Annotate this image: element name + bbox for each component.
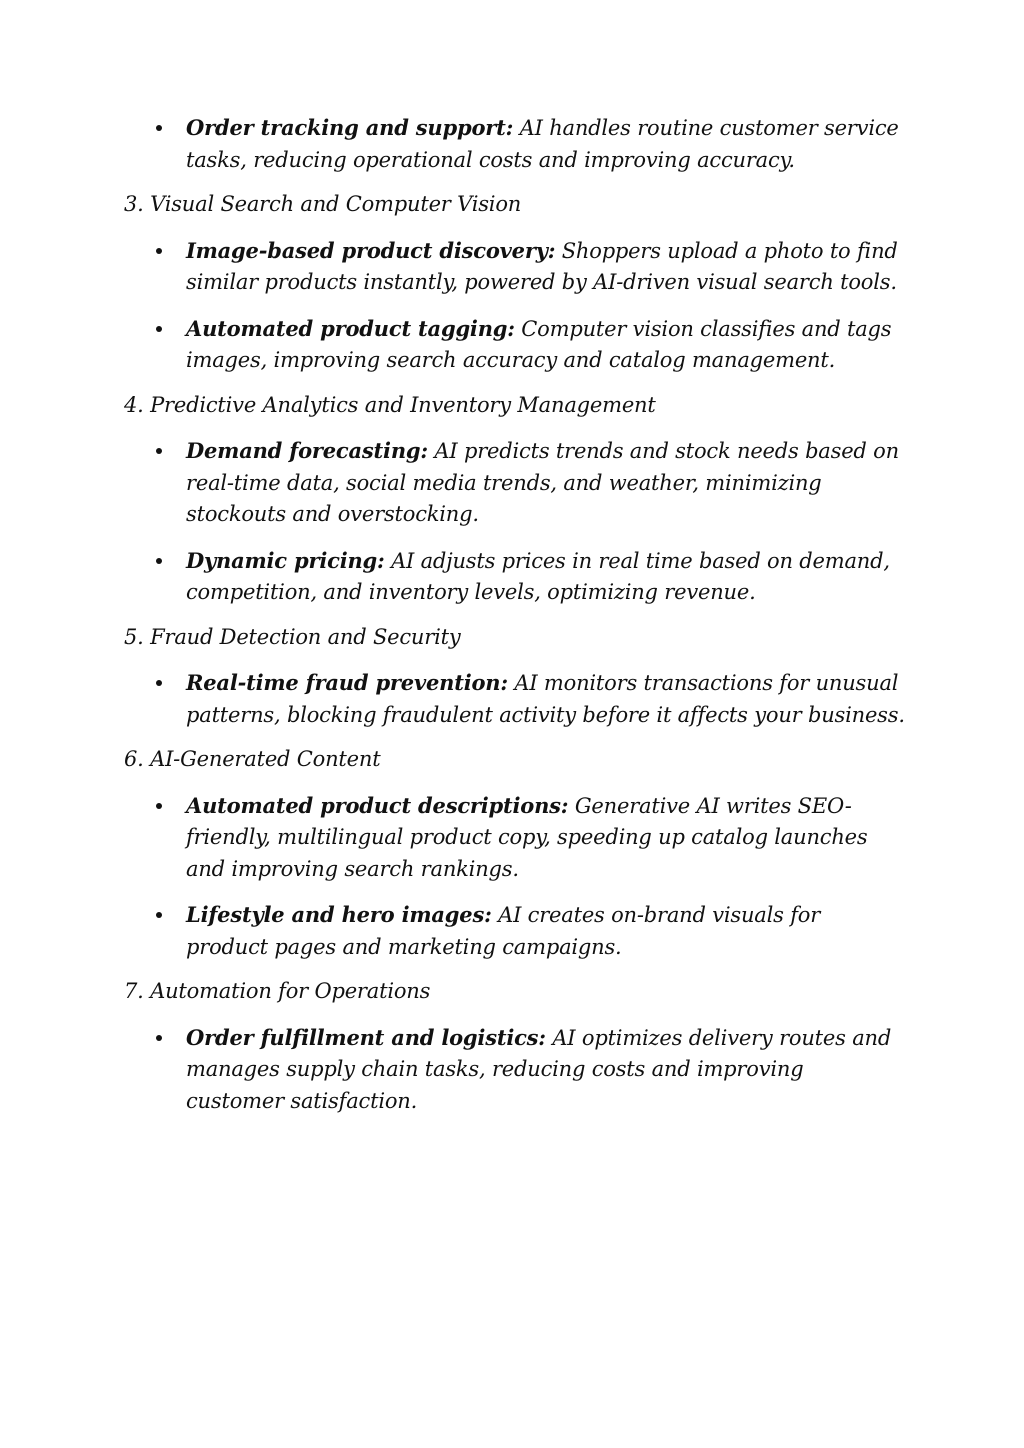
- section-heading-automation-operations: 7. Automation for Operations: [124, 979, 431, 1003]
- bullet-list-predictive-analytics: [124, 435, 914, 609]
- item-term: Lifestyle and hero images:: [186, 902, 492, 927]
- bullet-list-fraud-detection: [124, 667, 914, 731]
- list-item: [124, 1022, 906, 1118]
- section-heading-ai-generated-content: 6. AI-Generated Content: [124, 747, 381, 771]
- list-item: [124, 112, 906, 176]
- list-item: [124, 235, 906, 299]
- bullet-list-order-tracking: [124, 112, 914, 176]
- bullet-list-ai-generated-content: [124, 790, 914, 964]
- section-heading-fraud-detection: 5. Fraud Detection and Security: [124, 624, 461, 649]
- item-text: AI adjusts prices in real time based on demand, competition, and inventory levels, optimizing revenue.: [186, 548, 890, 604]
- item-term: Real-time fraud prevention:: [186, 670, 508, 695]
- item-term: Automated product descriptions:: [186, 792, 569, 818]
- item-text: Shoppers upload a photo to find similar products instantly, powered by AI-driven visual search tools.: [186, 238, 898, 294]
- bullet-list-visual-search: [124, 235, 914, 377]
- item-text: Generative AI writes SEO-friendly, multilingual product copy, speeding up catalog launches and improving search rankings.: [186, 793, 868, 881]
- item-text: AI creates on-brand visuals for product pages and marketing campaigns.: [186, 903, 821, 959]
- item-term: Dynamic pricing:: [186, 547, 385, 573]
- list-item: [124, 545, 906, 609]
- item-term: Order fulfillment and logistics:: [186, 1024, 546, 1050]
- item-term: Order tracking and support:: [186, 115, 514, 140]
- list-item: [124, 313, 906, 377]
- item-term: Image-based product discovery:: [186, 237, 556, 263]
- bullet-list-automation-operations: [124, 1022, 914, 1118]
- list-item: [124, 899, 906, 963]
- item-term: Demand forecasting:: [186, 438, 428, 463]
- section-heading-predictive-analytics: 4. Predictive Analytics and Inventory Management: [124, 392, 656, 417]
- item-text: Computer vision classifies and tags images, improving search accuracy and catalog management.: [186, 316, 892, 372]
- item-text: AI optimizes delivery routes and manages supply chain tasks, reducing costs and improving customer satisfaction.: [186, 1025, 892, 1113]
- section-heading-visual-search: 3. Visual Search and Computer Vision: [124, 192, 522, 216]
- item-text: AI predicts trends and stock needs based on real-time data, social media trends, and weather, minimizing stockouts and overstocking.: [186, 439, 899, 526]
- list-item: [124, 435, 906, 531]
- item-term: Automated product tagging:: [186, 315, 515, 341]
- list-item: [124, 667, 906, 731]
- list-item: [124, 790, 906, 886]
- item-text: AI handles routine customer service tasks, reducing operational costs and improving accuracy.: [186, 116, 899, 172]
- item-text: AI monitors transactions for unusual patterns, blocking fraudulent activity before it affects your business.: [186, 671, 905, 727]
